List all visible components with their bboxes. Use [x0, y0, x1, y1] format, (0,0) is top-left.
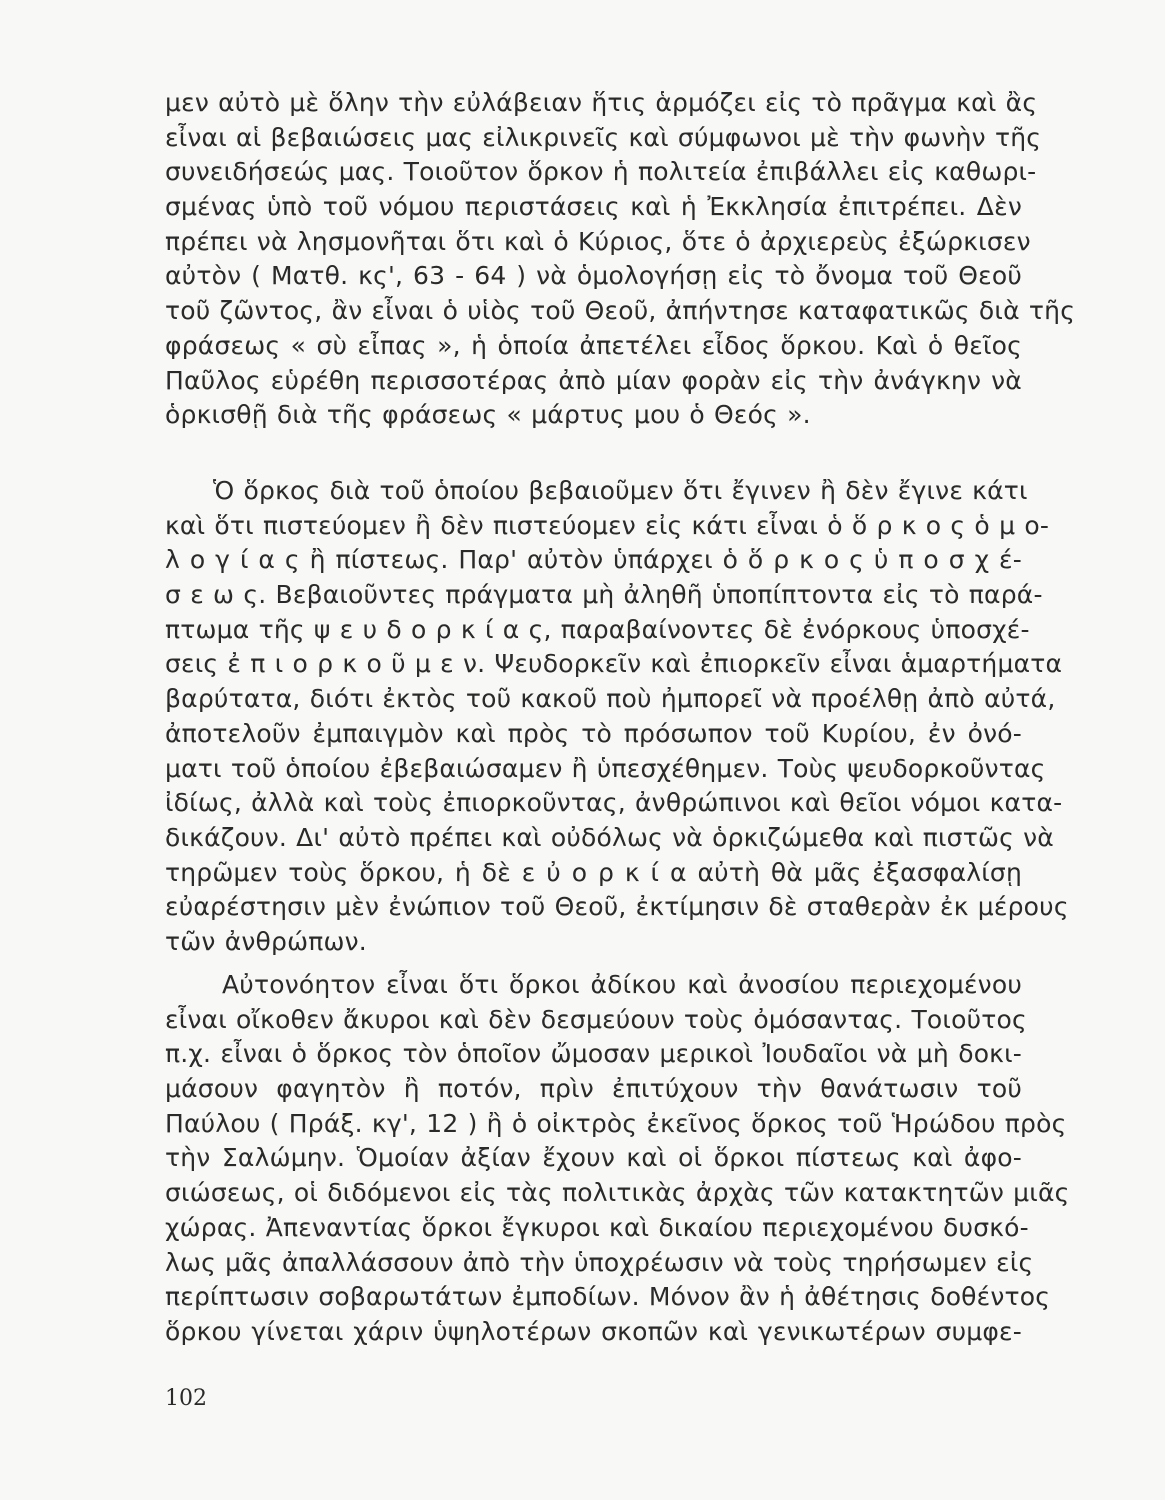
text-line: τοῦ ζῶντος, ἂν εἶναι ὁ υἱὸς τοῦ Θεοῦ, ἀπήντησε καταφατικῶς διὰ τῆς — [165, 296, 1076, 326]
text-line: τὴν Σαλώμην. Ὁμοίαν ἀξίαν ἔχουν καὶ οἱ ὅρκοι πίστεως καὶ ἀφο- — [165, 1143, 1022, 1173]
text-line: ὁρκισθῇ διὰ τῆς φράσεως « μάρτυς μου ὁ Θεός ». — [165, 400, 811, 430]
paragraph-1 — [165, 86, 1076, 433]
text-line: χώρας. Ἀπεναντίας ὅρκοι ἔγκυροι καὶ δικαίου περιεχομένου δυσκό- — [165, 1212, 1029, 1242]
text-line: φράσεως « σὺ εἶπας », ἡ ὁποία ἀπετέλει εἶδος ὅρκου. Καὶ ὁ θεῖος — [165, 330, 1022, 360]
text-line: εὐαρέστησιν μὲν ἐνώπιον τοῦ Θεοῦ, ἐκτίμησιν δὲ σταθερὰν ἐκ μέρους — [165, 892, 1069, 922]
text-line: πτωμα τῆς ψ ε υ δ ο ρ κ ί α ς, παραβαίνοντες δὲ ἐνόρκους ὑποσχέ- — [165, 614, 1030, 644]
text-line: συνειδήσεώς μας. Τοιοῦτον ὅρκον ἡ πολιτεία ἐπιβάλλει εἰς καθωρι- — [165, 157, 1037, 187]
text-line: πρέπει νὰ λησμονῆται ὅτι καὶ ὁ Κύριος, ὅτε ὁ ἀρχιερεὺς ἐξώρκισεν — [165, 226, 1031, 256]
text-line: Παύλου ( Πράξ. κγ', 12 ) ἢ ὁ οἰκτρὸς ἐκεῖνος ὅρκος τοῦ Ἡρώδου πρὸς — [165, 1108, 1067, 1138]
text-line: ἀποτελοῦν ἐμπαιγμὸν καὶ πρὸς τὸ πρόσωπον τοῦ Κυρίου, ἐν ὀνό- — [165, 718, 1022, 748]
text-line: σ ε ω ς. Βεβαιοῦντες πράγματα μὴ ἀληθῆ ὑποπίπτοντα εἰς τὸ παρά- — [165, 580, 1043, 610]
text-line: εἶναι οἴκοθεν ἄκυροι καὶ δὲν δεσμεύουν τοὺς ὀμόσαντας. Τοιοῦτος — [165, 1004, 1027, 1034]
text-line: σμένας ὑπὸ τοῦ νόμου περιστάσεις καὶ ἡ Ἐκκλησία ἐπιτρέπει. Δὲν — [165, 192, 1022, 222]
text-line: Αὐτονόητον εἶναι ὅτι ὅρκοι ἀδίκου καὶ ἀνοσίου περιεχομένου — [222, 970, 1022, 999]
text-line: μεν αὐτὸ μὲ ὅλην τὴν εὐλάβειαν ἥτις ἁρμόζει εἰς τὸ πρᾶγμα καὶ ἂς — [165, 88, 1038, 117]
text-line: καὶ ὅτι πιστεύομεν ἢ δὲν πιστεύομεν εἰς κάτι εἶναι ὁ ὅ ρ κ ο ς ὁ μ ο- — [165, 510, 1050, 540]
text-line: βαρύτατα, διότι ἐκτὸς τοῦ κακοῦ ποὺ ἠμπορεῖ νὰ προέλθῃ ἀπὸ αὐτά, — [165, 684, 1056, 714]
text-line: λως μᾶς ἀπαλλάσσουν ἀπὸ τὴν ὑποχρέωσιν νὰ τοὺς τηρήσωμεν εἰς — [165, 1247, 1034, 1277]
paragraph-2 — [165, 474, 1069, 960]
text-line: Ὁ ὅρκος διὰ τοῦ ὁποίου βεβαιοῦμεν ὅτι ἔγινεν ἢ δὲν ἔγινε κάτι — [213, 476, 1028, 505]
text-line: αὐτὸν ( Ματθ. κς', 63 - 64 ) νὰ ὁμολογήσῃ εἰς τὸ ὄνομα τοῦ Θεοῦ — [165, 261, 1022, 291]
text-line: περίπτωσιν σοβαρωτάτων ἐμποδίων. Μόνον ἂν ἡ ἀθέτησις δοθέντος — [165, 1282, 1051, 1312]
text-line: π.χ. εἶναι ὁ ὅρκος τὸν ὁποῖον ὤμοσαν μερικοὶ Ἰουδαῖοι νὰ μὴ δοκι- — [165, 1039, 1022, 1069]
text-line: ματι τοῦ ὁποίου ἐβεβαιώσαμεν ἢ ὑπεσχέθημεν. Τοὺς ψευδορκοῦντας — [165, 753, 1046, 783]
text-line: τηρῶμεν τοὺς ὅρκου, ἡ δὲ ε ὐ ο ρ κ ί α αὐτὴ θὰ μᾶς ἐξασφαλίσῃ — [165, 857, 1022, 887]
text-line: τῶν ἀνθρώπων. — [165, 926, 367, 956]
text-line: δικάζουν. Δι' αὐτὸ πρέπει καὶ οὐδόλως νὰ ὁρκιζώμεθα καὶ πιστῶς νὰ — [165, 822, 1054, 852]
page-number: 102 — [165, 1386, 207, 1411]
text-line: σεις ἐ π ι ο ρ κ ο ῦ μ ε ν. Ψευδορκεῖν καὶ ἐπιορκεῖν εἶναι ἁμαρτήματα — [165, 649, 1063, 679]
text-line: σιώσεως, οἱ διδόμενοι εἰς τὰς πολιτικὰς ἀρχὰς τῶν κατακτητῶν μιᾶς — [165, 1178, 1070, 1208]
text-line: μάσουν φαγητὸν ἢ ποτόν, πρὶν ἐπιτύχουν τὴν θανάτωσιν τοῦ — [165, 1074, 1022, 1104]
text-line: ἰδίως, ἀλλὰ καὶ τοὺς ἐπιορκοῦντας, ἀνθρώπινοι καὶ θεῖοι νόμοι κατα- — [165, 788, 1063, 818]
paragraph-3 — [165, 968, 1070, 1350]
text-line: λ ο γ ί α ς ἢ πίστεως. Παρ' αὐτὸν ὑπάρχει ὁ ὅ ρ κ ο ς ὑ π ο σ χ έ- — [165, 545, 1022, 575]
text-line: εἶναι αἱ βεβαιώσεις μας εἰλικρινεῖς καὶ σύμφωνοι μὲ τὴν φωνὴν τῆς — [165, 122, 1042, 152]
text-line: ὅρκου γίνεται χάριν ὑψηλοτέρων σκοπῶν καὶ γενικωτέρων συμφε- — [165, 1316, 1022, 1346]
text-line: Παῦλος εὑρέθη περισσοτέρας ἀπὸ μίαν φορὰν εἰς τὴν ἀνάγκην νὰ — [165, 365, 1022, 395]
